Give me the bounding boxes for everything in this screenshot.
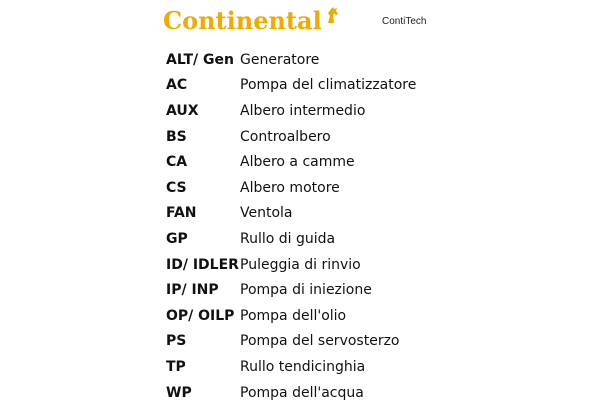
header xyxy=(0,0,600,40)
abbreviation: AC xyxy=(166,77,188,94)
logo-wordmark: Continental xyxy=(163,5,322,35)
legend-row xyxy=(166,73,586,99)
legend-row xyxy=(166,252,586,278)
description: Generatore xyxy=(240,51,320,68)
description: Rullo di guida xyxy=(240,230,336,247)
abbreviation: GP xyxy=(166,230,188,247)
description: Pompa dell'olio xyxy=(240,307,347,324)
abbreviation: FAN xyxy=(166,205,197,222)
legend-row xyxy=(166,47,586,73)
description: Pompa dell'acqua xyxy=(240,384,364,401)
horse-icon xyxy=(325,6,341,28)
description: Pompa del climatizzatore xyxy=(240,77,417,94)
description: Albero intermedio xyxy=(240,102,366,119)
continental-logo xyxy=(163,2,341,38)
description: Albero motore xyxy=(240,179,340,196)
legend-row xyxy=(166,149,586,175)
legend-row xyxy=(166,303,586,329)
description: Rullo tendicinghia xyxy=(240,358,366,375)
abbreviation: PS xyxy=(166,333,187,350)
legend-row xyxy=(166,226,586,252)
legend-row xyxy=(166,98,586,124)
abbreviation: AUX xyxy=(166,102,199,119)
abbreviation: TP xyxy=(166,358,186,375)
description: Albero a camme xyxy=(240,154,355,171)
abbreviation-legend xyxy=(166,47,586,405)
legend-row xyxy=(166,354,586,380)
legend-row xyxy=(166,124,586,150)
description: Pompa di iniezione xyxy=(240,282,372,299)
abbreviation: ID/ IDLER xyxy=(166,256,239,273)
legend-row xyxy=(166,277,586,303)
abbreviation: CS xyxy=(166,179,187,196)
abbreviation: ALT/ Gen xyxy=(166,51,234,68)
abbreviation: OP/ OILP xyxy=(166,307,235,324)
abbreviation: WP xyxy=(166,384,192,401)
abbreviation: IP/ INP xyxy=(166,282,219,299)
contitech-label: ContiTech xyxy=(382,16,427,27)
legend-row xyxy=(166,380,586,405)
abbreviation: CA xyxy=(166,154,188,171)
legend-row xyxy=(166,329,586,355)
legend-row xyxy=(166,175,586,201)
description: Pompa del servosterzo xyxy=(240,333,400,350)
abbreviation: BS xyxy=(166,128,187,145)
description: Puleggia di rinvio xyxy=(240,256,361,273)
description: Ventola xyxy=(240,205,293,222)
legend-row xyxy=(166,201,586,227)
description: Controalbero xyxy=(240,128,331,145)
